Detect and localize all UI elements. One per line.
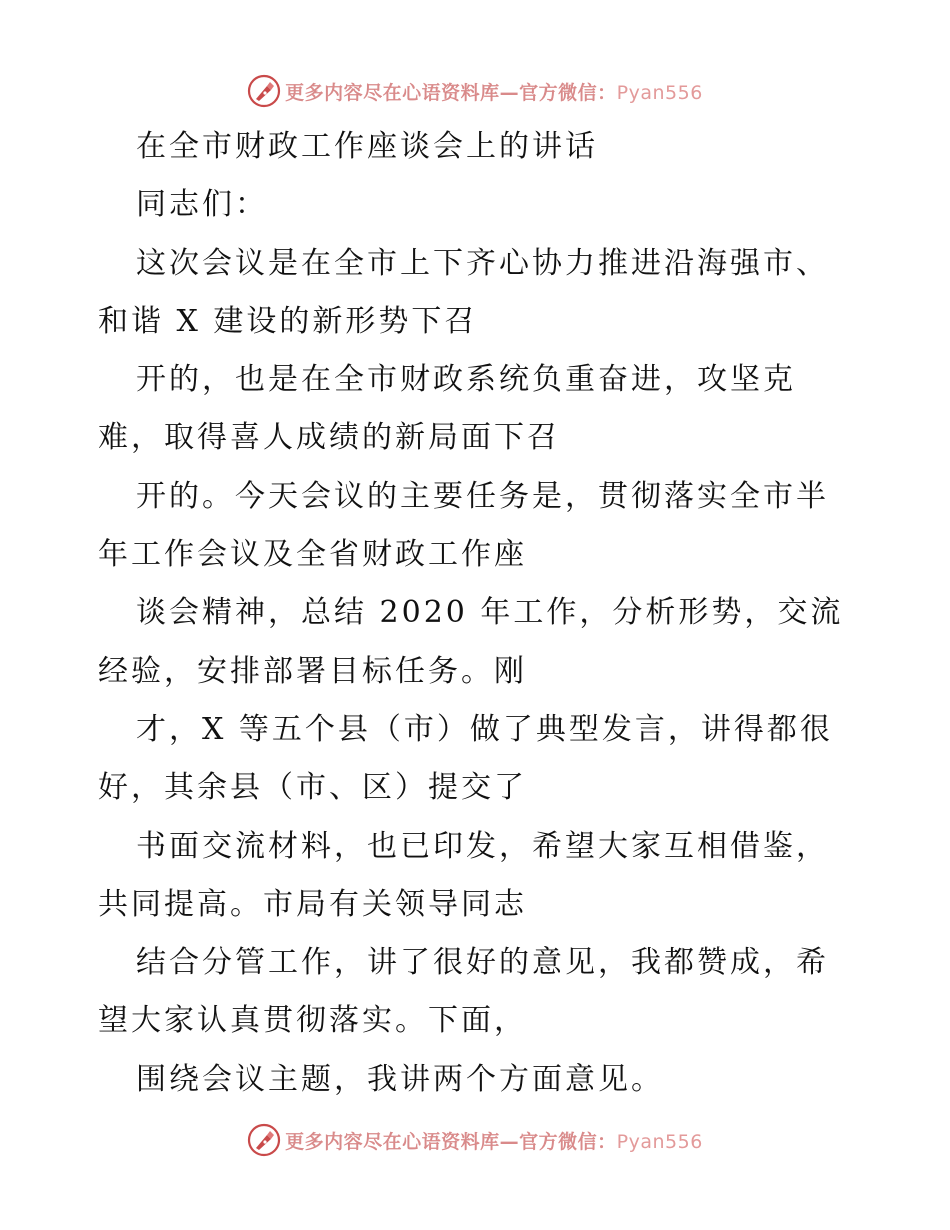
watermark-wechat-id: Pyan556: [616, 1130, 703, 1153]
document-line: 好，其余县（市、区）提交了: [98, 770, 527, 806]
document-line: 围绕会议主题，我讲两个方面意见。: [136, 1061, 664, 1097]
fountain-pen-nib-icon: [247, 74, 281, 108]
watermark-wechat-id: Pyan556: [616, 81, 703, 104]
fountain-pen-nib-icon: [247, 1123, 281, 1157]
document-line: 经验，安排部署目标任务。刚: [98, 653, 527, 689]
document-line: 这次会议是在全市上下齐心协力推进沿海强市、: [136, 245, 829, 281]
document-line: 年工作会议及全省财政工作座: [98, 537, 527, 573]
watermark-header: [0, 71, 950, 111]
watermark-text: 更多内容尽在心语资料库—官方微信：Pyan556: [285, 1130, 703, 1153]
document-line: 谈会精神，总结 2020 年工作，分析形势，交流: [136, 595, 844, 631]
document-line: 开的。今天会议的主要任务是，贯彻落实全市半: [136, 478, 829, 514]
document-body: [98, 118, 858, 1109]
document-line: 共同提高。市局有关领导同志: [98, 886, 527, 922]
document-line: 才，X 等五个县（市）做了典型发言，讲得都很: [136, 711, 833, 747]
document-line: 在全市财政工作座谈会上的讲话: [136, 129, 598, 164]
document-line: 难，取得喜人成绩的新局面下召: [98, 420, 560, 456]
document-line: 望大家认真贯彻落实。下面，: [98, 1003, 527, 1039]
document-line: 书面交流材料，也已印发，希望大家互相借鉴，: [136, 828, 829, 864]
document-line: 结合分管工作，讲了很好的意见，我都赞成，希: [136, 945, 829, 981]
document-line: 同志们：: [136, 187, 268, 223]
watermark-text: 更多内容尽在心语资料库—官方微信：Pyan556: [285, 81, 703, 104]
document-line: 开的，也是在全市财政系统负重奋进，攻坚克: [136, 362, 796, 398]
watermark-footer: [0, 1120, 950, 1160]
document-line: 和谐 X 建设的新形势下召: [98, 303, 478, 339]
